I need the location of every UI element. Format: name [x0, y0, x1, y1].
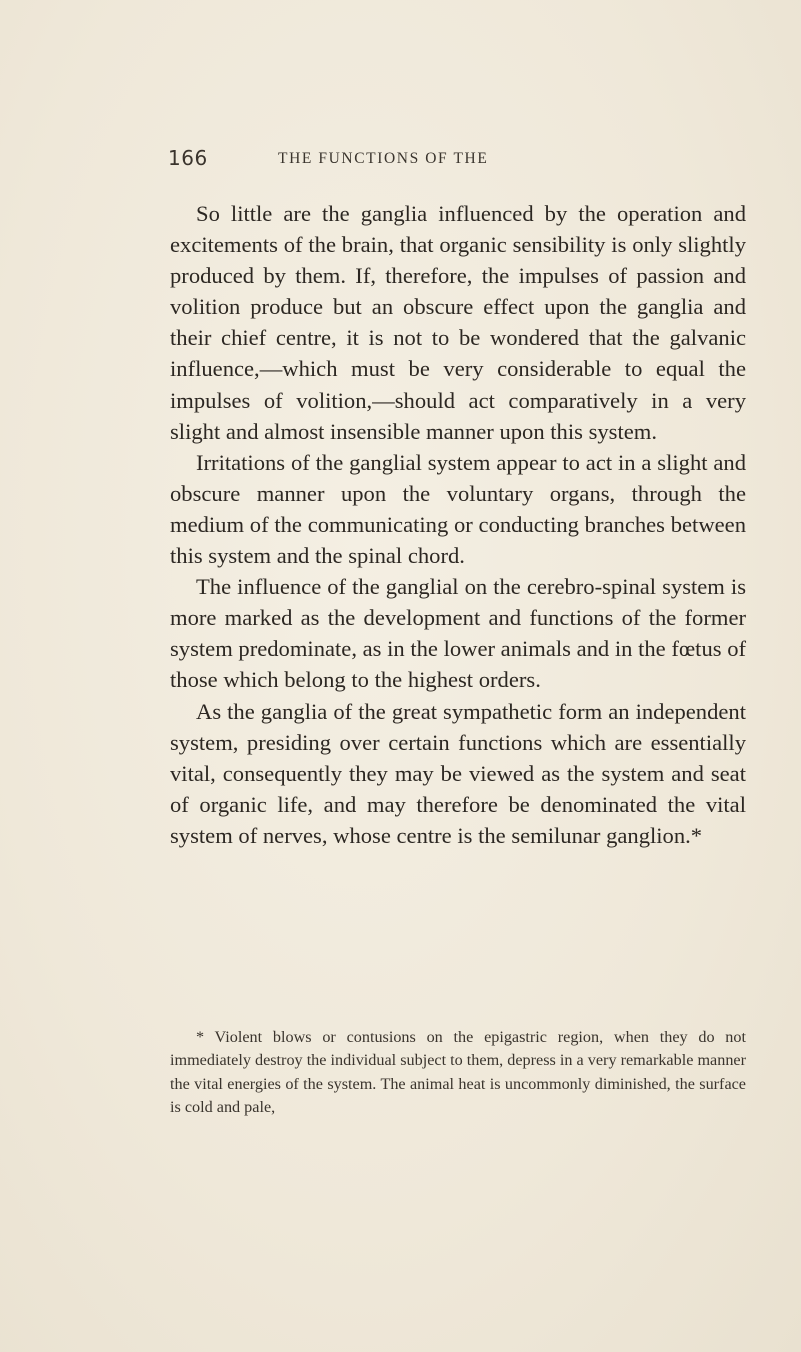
page-header [0, 146, 801, 176]
body-text [170, 198, 746, 851]
paragraph-4: As the ganglia of the great sympathetic form an independent system, presiding over certain functions which are essentially vital, consequently they may be viewed as the system and seat of organic life, and may therefore be denominated the vital system of nerves, whose centre is the semilunar ganglion.* [170, 698, 746, 848]
footnote-text: * Violent blows or contusions on the epigastric region, when they do not immediately destroy the individual subject to them, depress in a very remarkable manner the vital energies of the system. The animal heat is uncommonly diminished, the surface is cold and pale, [170, 1028, 746, 1117]
footnote [170, 1026, 746, 1120]
paragraph-2: Irritations of the ganglial system appear to act in a slight and obscure manner upon the voluntary organs, through the medium of the communicating or conducting branches between this system and the spinal chord. [170, 449, 746, 569]
paragraph-1: So little are the ganglia influenced by the operation and excitements of the brain, that organic sensibility is only slightly produced by them. If, therefore, the impulses of passion and volition produce but an obscure effect upon the ganglia and their chief centre, it is not to be wondered that the galvanic influence,—which must be very considerable to equal the impulses of volition,—should act comparatively in a very slight and almost insensible manner upon this system. [170, 201, 746, 444]
paragraph-3: The influence of the ganglial on the cerebro-spinal system is more marked as the development and functions of the former system predominate, as in the lower animals and in the fœtus of those which belong to the highest orders. [170, 574, 747, 693]
running-head: THE FUNCTIONS OF THE [278, 150, 489, 167]
page-number: 166 [168, 146, 208, 170]
